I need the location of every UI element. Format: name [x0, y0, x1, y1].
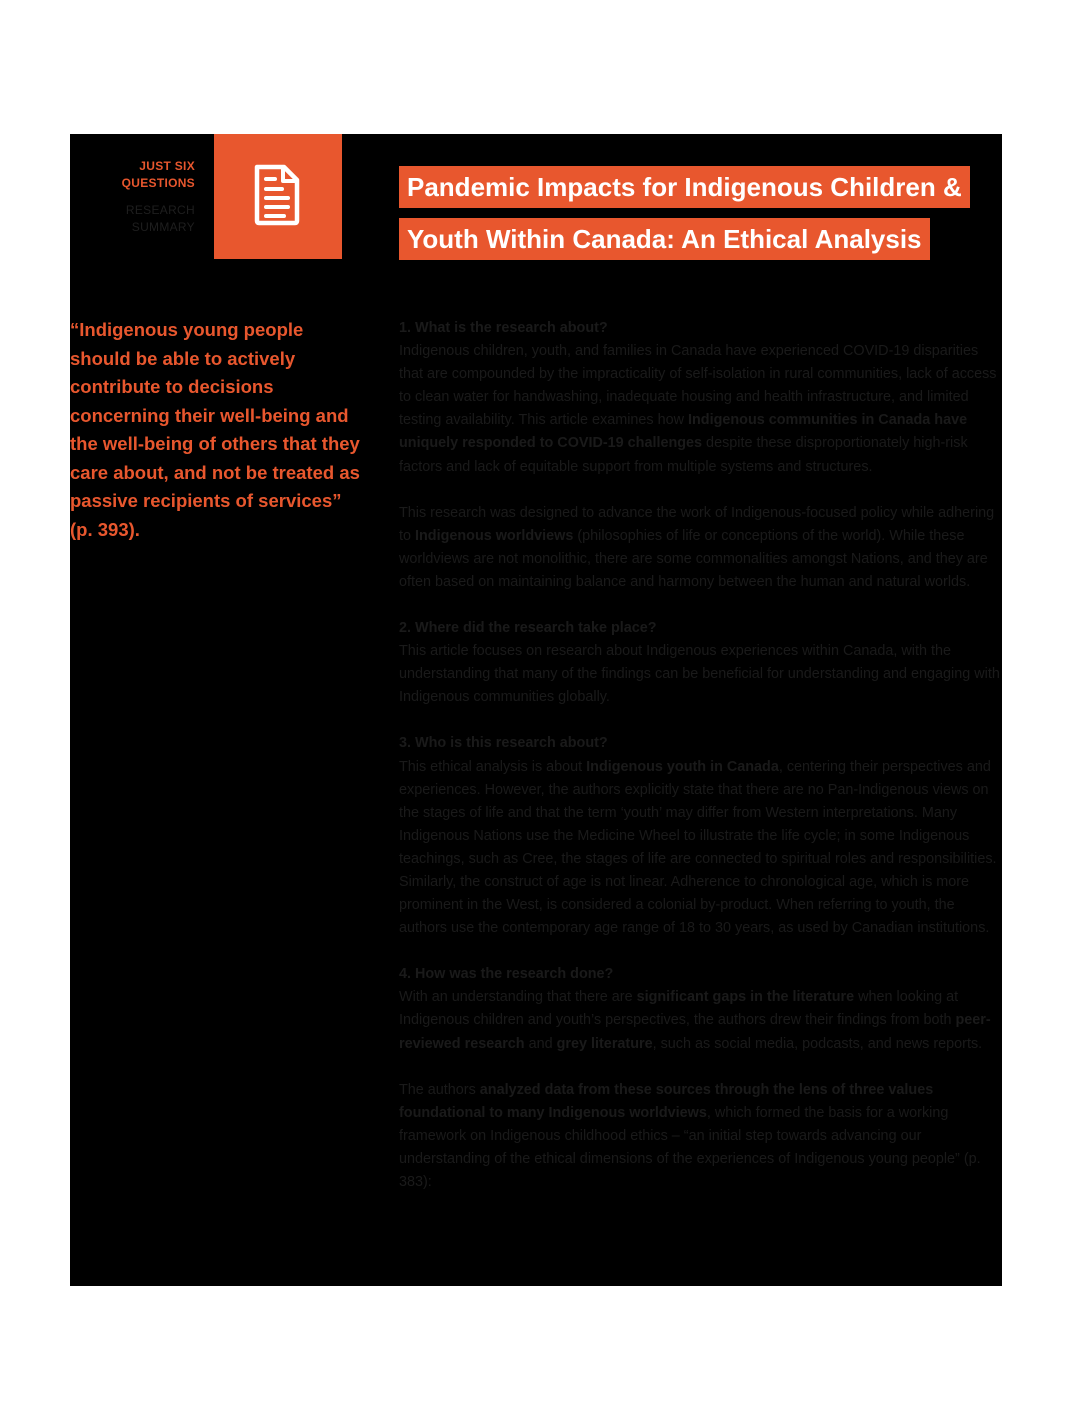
- emphasis-text: Indigenous youth in Canada: [586, 758, 779, 775]
- section-how: [399, 963, 1004, 1055]
- doc-type-line2: SUMMARY: [131, 220, 195, 234]
- pull-quote: “Indigenous young people should be able to actively contribute to decisions concerning their well-being and the well-being of others that they care about, and not be treated as passive recipients of services” (p. 393).: [70, 319, 360, 540]
- emphasis-text: significant gaps in the literature: [636, 989, 855, 1006]
- series-name-line1: JUST SIX: [139, 159, 195, 173]
- title-line-2: Youth Within Canada: An Ethical Analysis: [399, 218, 930, 260]
- emphasis-text: analyzed data from these sources through the lens of three values foundational to many Indigenous worldviews: [399, 1081, 934, 1121]
- emphasis-text: Indigenous worldviews: [415, 527, 574, 544]
- document-icon: [252, 164, 302, 226]
- paragraph-framework: [399, 1079, 1004, 1194]
- series-label: [70, 158, 195, 236]
- body-text: This research was designed to advance the work of Indigenous-focused policy while adhering to: [399, 504, 995, 544]
- content-panel: [70, 134, 1002, 1286]
- body-text: despite these disproportionately high-risk factors and lack of equitable support from multiple systems and structures.: [399, 435, 968, 475]
- body-text: , such as social media, podcasts, and news reports.: [652, 1035, 983, 1052]
- body-text: With an understanding that there are: [399, 989, 637, 1006]
- body-text: This ethical analysis is about: [399, 758, 587, 775]
- page-title: [399, 166, 970, 260]
- section-who: [399, 732, 1004, 940]
- body-text: Indigenous children, youth, and families in Canada have experienced COVID-19 disparities that are compounded by the impracticality of self-isolation in rural communities, lack of access to clean water for handwashing, inadequate housing and health infrastructure, and limited testing availability. This article examines how: [399, 343, 997, 429]
- emphasis-text: Indigenous communities in Canada have uniquely responded to COVID-19 challenges: [399, 412, 968, 452]
- document-icon-box: [214, 134, 342, 259]
- section-heading: 1. What is the research about?: [399, 320, 608, 336]
- emphasis-text: peer-reviewed research: [399, 1012, 991, 1052]
- body-text: The authors: [399, 1081, 480, 1098]
- body-text: when looking at Indigenous children and youth’s perspectives, the authors drew their findings from both: [399, 989, 959, 1029]
- body-text: , which formed the basis for a working framework on Indigenous childhood ethics – “an initial step towards advancing our understanding of the ethical dimensions of the experiences of Indigenous young people” (p. 383):: [399, 1104, 981, 1190]
- title-line-1: Pandemic Impacts for Indigenous Children &: [399, 166, 970, 208]
- series-name-line2: QUESTIONS: [121, 176, 195, 190]
- emphasis-text: grey literature: [556, 1035, 653, 1052]
- section-where: [399, 617, 1004, 709]
- body-text: This article focuses on research about Indigenous experiences within Canada, with the understanding that many of the findings can be beneficial for understanding and engaging with Indigenous communities globally.: [399, 643, 1000, 706]
- section-heading: 4. How was the research done?: [399, 966, 614, 983]
- section-heading: 2. Where did the research take place?: [399, 620, 657, 637]
- article-body: [399, 317, 1004, 1217]
- section-research-about: [399, 317, 1004, 479]
- body-text: and: [524, 1035, 557, 1052]
- body-text: (philosophies of life or conceptions of the world). While these worldviews are not monolithic, there are some commonalities amongst Nations, and they are often based on maintaining balance and harmony between the human and natural worlds.: [399, 527, 988, 590]
- paragraph-worldviews: [399, 502, 1004, 594]
- body-text: , centering their perspectives and experiences. However, the authors explicitly state that there are no Pan-Indigenous views on the stages of life and that the term ‘youth’ may differ from Western interpretations. Many Indigenous Nations use the Medicine Wheel to illustrate the life cycle; in some Indigenous teachings, such as Cree, the stages of life are connected to spiritual roles and responsibilities. Similarly, the construct of age is not linear. Adherence to chronological age, which is more prominent in the West, is considered a colonial by-product. When referring to youth, the authors use the contemporary age range of 18 to 30 years, as used by Canadian institutions.: [399, 758, 997, 937]
- doc-type-line1: RESEARCH: [125, 203, 195, 217]
- section-heading: 3. Who is this research about?: [399, 735, 608, 752]
